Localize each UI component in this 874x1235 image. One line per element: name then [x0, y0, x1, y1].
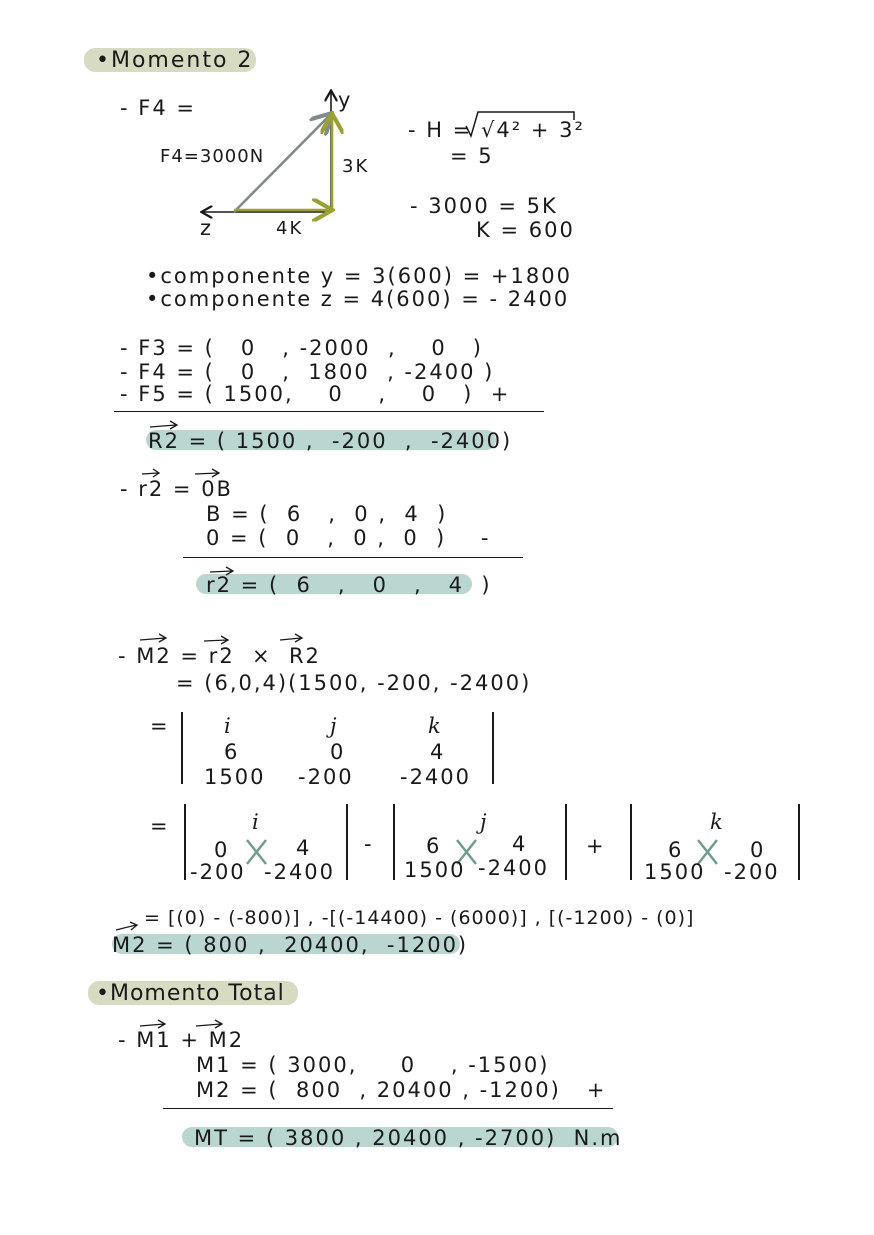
- vec-arrow-M1: [140, 1020, 165, 1028]
- minor-i-right-bar: [346, 804, 348, 880]
- m2-line2: = (6,0,4)(1500, -200, -2400): [176, 671, 532, 695]
- total-result: MT = ( 3800 , 20400 , -2700) N.m: [194, 1126, 623, 1150]
- det-r3-2: -200: [298, 765, 354, 789]
- z-axis-label: z: [200, 216, 214, 240]
- vec-arrow-R2-b: [280, 634, 302, 642]
- det-r3-3: -2400: [400, 765, 472, 789]
- minor-k-d: -200: [724, 860, 780, 884]
- force-label: F4=3000N: [160, 146, 265, 167]
- vertical-component-label: 3K: [342, 156, 370, 177]
- vec-arrow-M2: [140, 634, 166, 642]
- component-y: •componente y = 3(600) = +1800: [146, 264, 572, 288]
- minor-j-c: 1500: [404, 858, 466, 882]
- det-r2-1: 6: [224, 740, 240, 764]
- minors-minus: -: [364, 832, 374, 856]
- hypotenuse-line1: - H = √4² + 3²: [408, 118, 585, 142]
- m1-row: M1 = ( 3000, 0 , -1500): [196, 1053, 550, 1077]
- resultant-force: R2 = ( 1500 , -200 , -2400): [148, 429, 513, 453]
- r2-rule: [183, 557, 523, 558]
- det-j: j: [330, 714, 339, 738]
- minor-j-a: 6: [426, 834, 442, 858]
- total-rule: [163, 1108, 613, 1109]
- det-k: k: [428, 714, 443, 738]
- minor-k-a: 6: [668, 838, 684, 862]
- det-r2-3: 4: [430, 740, 446, 764]
- vec-arrow-M2-res: [116, 922, 137, 930]
- minor-i-left-bar: [184, 804, 186, 880]
- f4-row: - F4 = ( 0 , 1800 , -2400 ): [120, 360, 495, 384]
- minors-equals: =: [150, 814, 170, 838]
- section-title: •Momento 2: [96, 48, 254, 73]
- section2-title: •Momento Total: [96, 981, 285, 1006]
- minor-k-right-bar: [798, 804, 800, 880]
- m2-expansion: = [(0) - (-800)] , -[(-14400) - (6000)] , [(-1200) - (0)]: [144, 907, 695, 929]
- r2-result: r2 = ( 6 , 0 , 4 ): [206, 573, 492, 597]
- det-r3-1: 1500: [204, 765, 266, 789]
- minor-i-b: 4: [296, 836, 312, 860]
- vec-arrow-R2: [150, 421, 177, 429]
- sum-forces-rule: [114, 411, 544, 412]
- minor-j-d: -2400: [478, 856, 550, 880]
- point-b: B = ( 6 , 0 , 4 ): [206, 502, 448, 526]
- minor-k-b: 0: [750, 838, 766, 862]
- det-right-bar: [492, 712, 494, 784]
- total-definition: - M1 + M2: [118, 1028, 245, 1052]
- f5-row: - F5 = ( 1500, 0 , 0 ) +: [120, 382, 511, 406]
- vec-arrow-r2-b: [204, 636, 228, 644]
- component-z: •componente z = 4(600) = - 2400: [146, 287, 570, 311]
- minor-k-head: k: [710, 810, 725, 834]
- vec-arrow-r2-def: [142, 469, 159, 477]
- minors-plus: +: [586, 834, 606, 858]
- minor-j-b: 4: [512, 832, 528, 856]
- det-equals: =: [150, 714, 170, 738]
- m2-result: M2 = ( 800 , 20400, -1200): [112, 933, 469, 957]
- minor-k-left-bar: [630, 804, 632, 880]
- minor-j-head: j: [480, 810, 489, 834]
- m2-definition: - M2 = r2 × R2: [118, 644, 321, 668]
- det-i: i: [224, 714, 233, 738]
- k-line1: - 3000 = 5K: [410, 194, 558, 218]
- f4-label: - F4 =: [120, 96, 196, 120]
- minor-i-d: -2400: [264, 860, 336, 884]
- minor-j-right-bar: [565, 804, 567, 880]
- minor-i-head: i: [252, 810, 261, 834]
- point-o: 0 = ( 0 , 0 , 0 ) -: [206, 526, 491, 550]
- det-r2-2: 0: [330, 740, 346, 764]
- vec-arrow-M2-tot: [196, 1020, 222, 1028]
- det-left-bar: [181, 712, 183, 784]
- m2-row: M2 = ( 800 , 20400 , -1200) +: [196, 1078, 607, 1102]
- y-axis-label: y: [338, 88, 353, 112]
- minor-i-c: -200: [190, 860, 246, 884]
- k-line2: K = 600: [476, 218, 575, 242]
- minor-i-a: 0: [214, 838, 230, 862]
- vec-arrow-0B: [195, 469, 219, 477]
- minor-k-c: 1500: [644, 860, 706, 884]
- f3-row: - F3 = ( 0 , -2000 , 0 ): [120, 336, 483, 360]
- r2-definition: - r2 = 0B: [120, 477, 233, 501]
- horizontal-component-label: 4K: [276, 218, 304, 239]
- hypotenuse-line2: = 5: [450, 144, 494, 168]
- minor-j-left-bar: [393, 804, 395, 880]
